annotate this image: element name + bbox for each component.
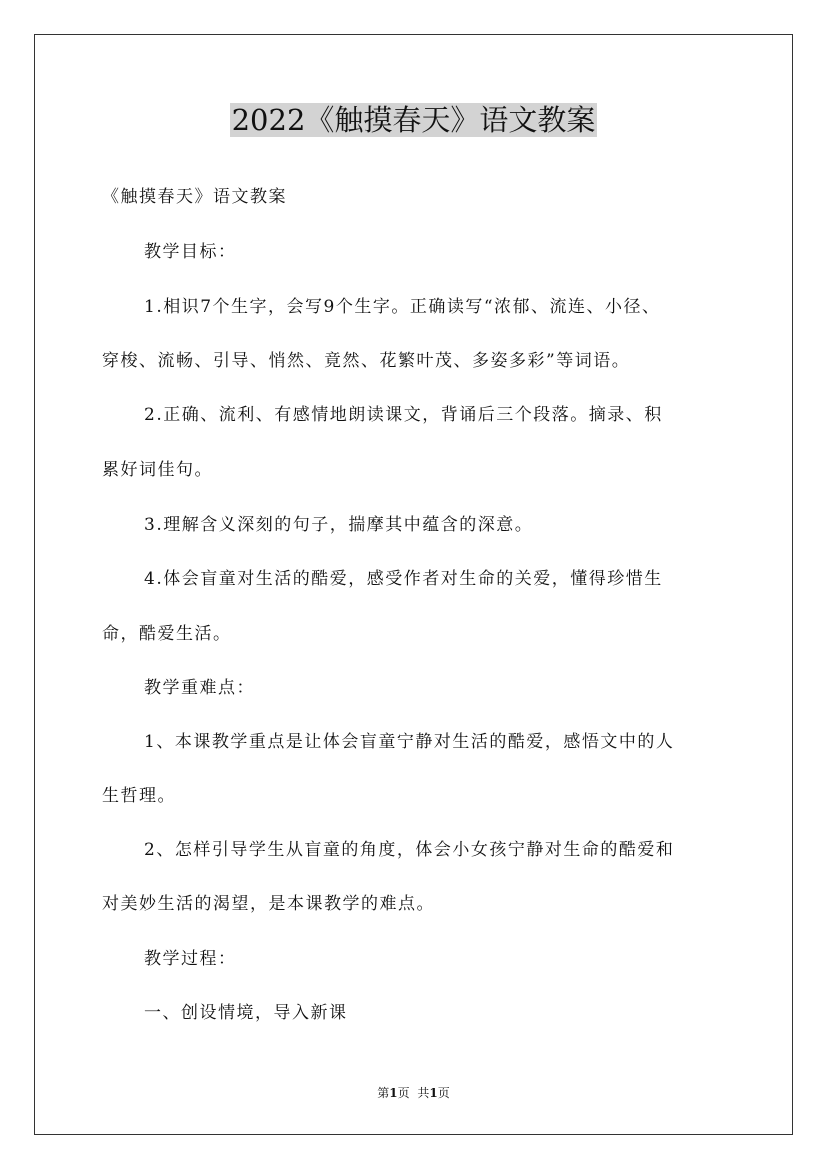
footer-total-pages: 1	[429, 1086, 438, 1100]
paragraph-line: 2、怎样引导学生从盲童的角度，体会小女孩宁静对生命的酷爱和	[144, 840, 675, 860]
footer-page-suffix: 页	[397, 1086, 410, 1100]
paragraph-line: 1.相识7个生字，会写9个生字。正确读写“浓郁、流连、小径、	[144, 297, 661, 317]
paragraph-line: 1、本课教学重点是让体会盲童宁静对生活的酷爱，感悟文中的人	[144, 732, 675, 752]
paragraph-line: 生哲理。	[102, 786, 176, 806]
subtitle-line: 《触摸春天》语文教案	[102, 187, 287, 207]
paragraph-line: 2.正确、流利、有感情地朗读课文，背诵后三个段落。摘录、积	[144, 405, 663, 425]
section-heading-key-points: 教学重难点：	[144, 678, 255, 698]
section-heading-goals: 教学目标：	[144, 242, 237, 262]
footer-page-number: 1	[389, 1086, 398, 1100]
paragraph-line: 3.理解含义深刻的句子，揣摩其中蕴含的深意。	[144, 515, 534, 535]
page-footer	[0, 1084, 827, 1101]
footer-page-prefix: 第	[377, 1086, 390, 1100]
paragraph-line: 命，酷爱生活。	[102, 624, 232, 644]
section-heading-process: 教学过程：	[144, 949, 237, 969]
document-title	[0, 98, 827, 142]
paragraph-line: 4.体会盲童对生活的酷爱，感受作者对生命的关爱，懂得珍惜生	[144, 569, 663, 589]
footer-total-prefix: 共	[417, 1086, 430, 1100]
footer-total-suffix: 页	[437, 1086, 450, 1100]
paragraph-line: 累好词佳句。	[102, 460, 213, 480]
paragraph-line: 一、创设情境，导入新课	[144, 1003, 348, 1023]
paragraph-line: 穿梭、流畅、引导、悄然、竟然、花繁叶茂、多姿多彩”等词语。	[102, 351, 631, 371]
paragraph-line: 对美妙生活的渴望，是本课教学的难点。	[102, 894, 435, 914]
document-title-text: 2022《触摸春天》语文教案	[231, 103, 596, 137]
